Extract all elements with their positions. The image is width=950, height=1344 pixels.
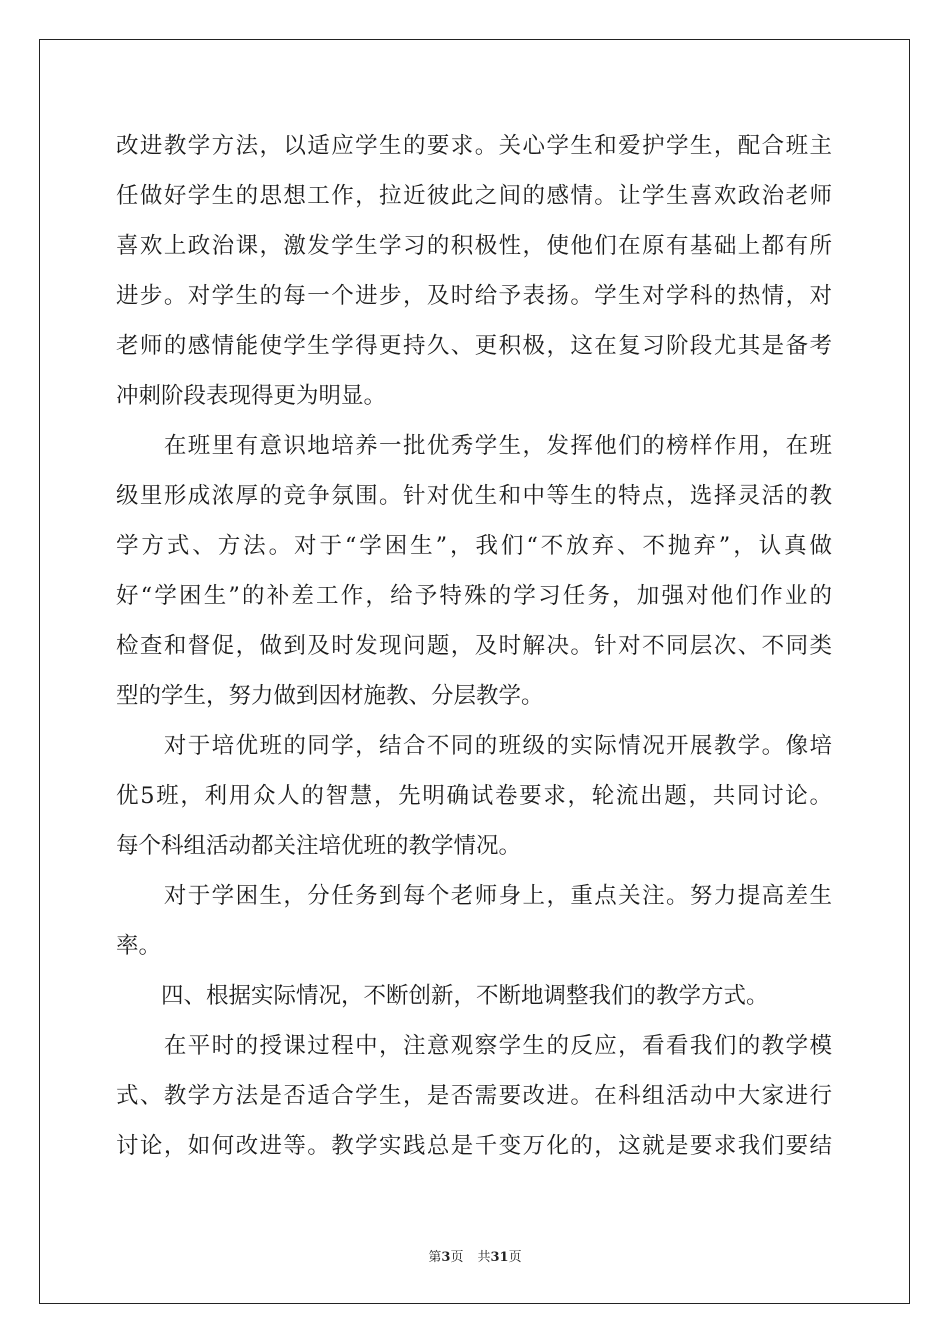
text-line: 讨论，如何改进等。教学实践总是千变万化的，这就是要求我们要结 (116, 1133, 832, 1159)
text-line: 四、根据实际情况，不断创新，不断地调整我们的教学方式。 (116, 983, 769, 1009)
document-body (116, 121, 832, 1171)
page-footer (0, 1246, 950, 1265)
text-line: 对于学困生，分任务到每个老师身上，重点关注。努力提高差生 (116, 883, 832, 909)
text-line: 好“学困生”的补差工作，给予特殊的学习任务，加强对他们作业的 (116, 583, 832, 609)
text-line: 改进教学方法，以适应学生的要求。关心学生和爱护学生，配合班主 (116, 133, 832, 159)
text-line: 冲刺阶段表现得更为明显。 (116, 383, 387, 409)
text-line: 型的学生，努力做到因材施教、分层教学。 (116, 683, 544, 709)
text-line: 进步。对学生的每一个进步，及时给予表扬。学生对学科的热情，对 (116, 283, 832, 309)
text-line: 学方式、方法。对于“学困生”，我们“不放弃、不抛弃”，认真做 (116, 533, 832, 559)
text-line: 对于培优班的同学，结合不同的班级的实际情况开展教学。像培 (116, 733, 832, 759)
text-line: 任做好学生的思想工作，拉近彼此之间的感情。让学生喜欢政治老师 (116, 183, 832, 209)
text-line: 在平时的授课过程中，注意观察学生的反应，看看我们的教学模 (116, 1033, 832, 1059)
page-number: 3 (441, 1250, 451, 1265)
total-prefix: 共 (477, 1250, 491, 1265)
text-line: 在班里有意识地培养一批优秀学生，发挥他们的榜样作用，在班 (116, 433, 832, 459)
total-suffix: 页 (508, 1250, 522, 1265)
text-line: 率。 (116, 933, 162, 959)
page-prefix: 第 (428, 1250, 442, 1265)
text-line: 喜欢上政治课，激发学生学习的积极性，使他们在原有基础上都有所 (116, 233, 832, 259)
text-line: 优5班，利用众人的智慧，先明确试卷要求，轮流出题，共同讨论。 (116, 783, 832, 809)
text-line: 老师的感情能使学生学得更持久、更积极，这在复习阶段尤其是备考 (116, 333, 832, 359)
text-line: 级里形成浓厚的竞争氛围。针对优生和中等生的特点，选择灵活的教 (116, 483, 832, 509)
page-suffix: 页 (450, 1250, 464, 1265)
text-line: 式、教学方法是否适合学生，是否需要改进。在科组活动中大家进行 (116, 1083, 832, 1109)
text-line: 每个科组活动都关注培优班的教学情况。 (116, 833, 522, 859)
total-pages: 31 (490, 1250, 509, 1265)
text-line: 检查和督促，做到及时发现问题，及时解决。针对不同层次、不同类 (116, 633, 832, 659)
